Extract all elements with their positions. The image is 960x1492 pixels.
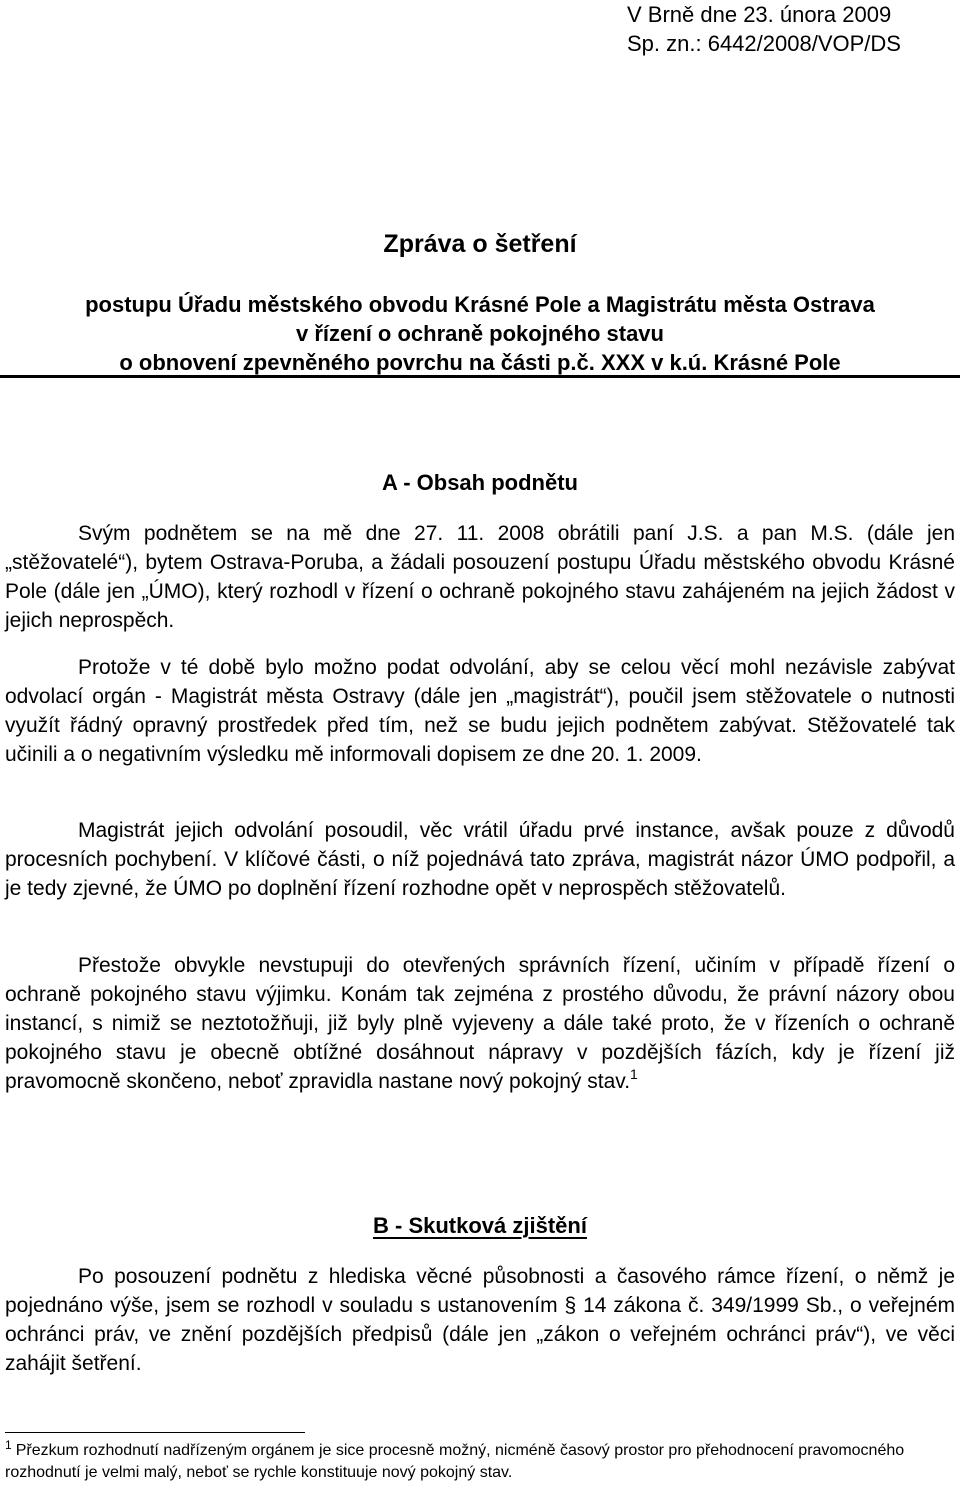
subtitle-line-2: v řízení o ochraně pokojného stavu <box>296 321 664 346</box>
section-a-paragraph-2: Protože v té době bylo možno podat odvolání, aby se celou věcí mohl nezávisle zabývat odvolací orgán - Magistrát města Ostravy (dále jen „magistrát“), poučil jsem stěžovatele o nutnosti využít řádný opravný prostředek před tím, než se budu jejich podnětem zabývat. Stěžovatelé tak učinili a o negativním výsledku mě informovali dopisem ze dne 20. 1. 2009. <box>5 656 955 766</box>
section-b-heading <box>0 1213 960 1239</box>
reference-number: Sp. zn.: 6442/2008/VOP/DS <box>627 31 901 56</box>
footnote-text: Přezkum rozhodnutí nadřízeným orgánem je sice procesně možný, nicméně časový prostor pro přehodnocení pravomocného rozhodnutí je velmi malý, neboť se rychle konstituuje nový pokojný stav. <box>5 1442 905 1481</box>
footnote-reference[interactable]: 1 <box>630 1066 638 1082</box>
subtitle-underline <box>0 375 960 378</box>
section-a-paragraph-4 <box>5 951 955 1096</box>
section-a-paragraph-3: Magistrát jejich odvolání posoudil, věc vrátil úřadu prvé instance, avšak pouze z důvodů procesních pochybení. V klíčové části, o níž pojednává tato zpráva, magistrát názor ÚMO podpořil, a je tedy zjevné, že ÚMO po doplnění řízení rozhodne opět v neprospěch stěžovatelů. <box>5 819 955 900</box>
section-a-heading: A - Obsah podnětu <box>382 470 578 495</box>
footnote <box>5 1440 955 1484</box>
section-b-heading-text: B - Skutková zjištění <box>373 1213 587 1238</box>
date-line: V Brně dne 23. února 2009 <box>627 2 892 27</box>
document-subtitle <box>0 290 960 377</box>
subtitle-line-3: o obnovení zpevněného povrchu na části p.č. XXX v k.ú. Krásné Pole <box>119 350 841 375</box>
footnote-separator <box>5 1432 305 1433</box>
section-b-paragraph-1: Po posouzení podnětu z hlediska věcné působnosti a časového rámce řízení, o němž je pojednáno výše, jsem se rozhodl v souladu s ustanovením § 14 zákona č. 349/1999 Sb., o veřejném ochránci práv, ve znění pozdějších předpisů (dále jen „zákon o veřejném ochránci práv“), ve věci zahájit šetření. <box>5 1265 955 1375</box>
section-a-paragraph-1: Svým podnětem se na mě dne 27. 11. 2008 obrátili paní J.S. a pan M.S. (dále jen „stěžovatelé“), bytem Ostrava-Poruba, a žádali posouzení postupu Úřadu městského obvodu Krásné Pole (dále jen „ÚMO), který rozhodl v řízení o ochraně pokojného stavu zahájeném na jejich žádost v jejich neprospěch. <box>5 522 955 632</box>
paragraph-text: Přestože obvykle nevstupuji do otevřených správních řízení, učiním v případě řízení o ochraně pokojného stavu výjimku. Konám tak zejména z prostého důvodu, že právní názory obou instancí, s nimiž se neztotožňuji, již byly plně vyjeveny a dále také proto, že v řízeních o ochraně pokojného stavu je obecně obtížné dosáhnout nápravy v pozdějších fázích, kdy je řízení již pravomocně skončeno, neboť zpravidla nastane nový pokojný stav. <box>5 954 955 1093</box>
document-header <box>627 0 901 58</box>
subtitle-line-1: postupu Úřadu městského obvodu Krásné Pole a Magistrátu města Ostrava <box>85 292 875 317</box>
document-title: Zpráva o šetření <box>383 230 577 258</box>
footnote-marker: 1 <box>5 1438 12 1452</box>
